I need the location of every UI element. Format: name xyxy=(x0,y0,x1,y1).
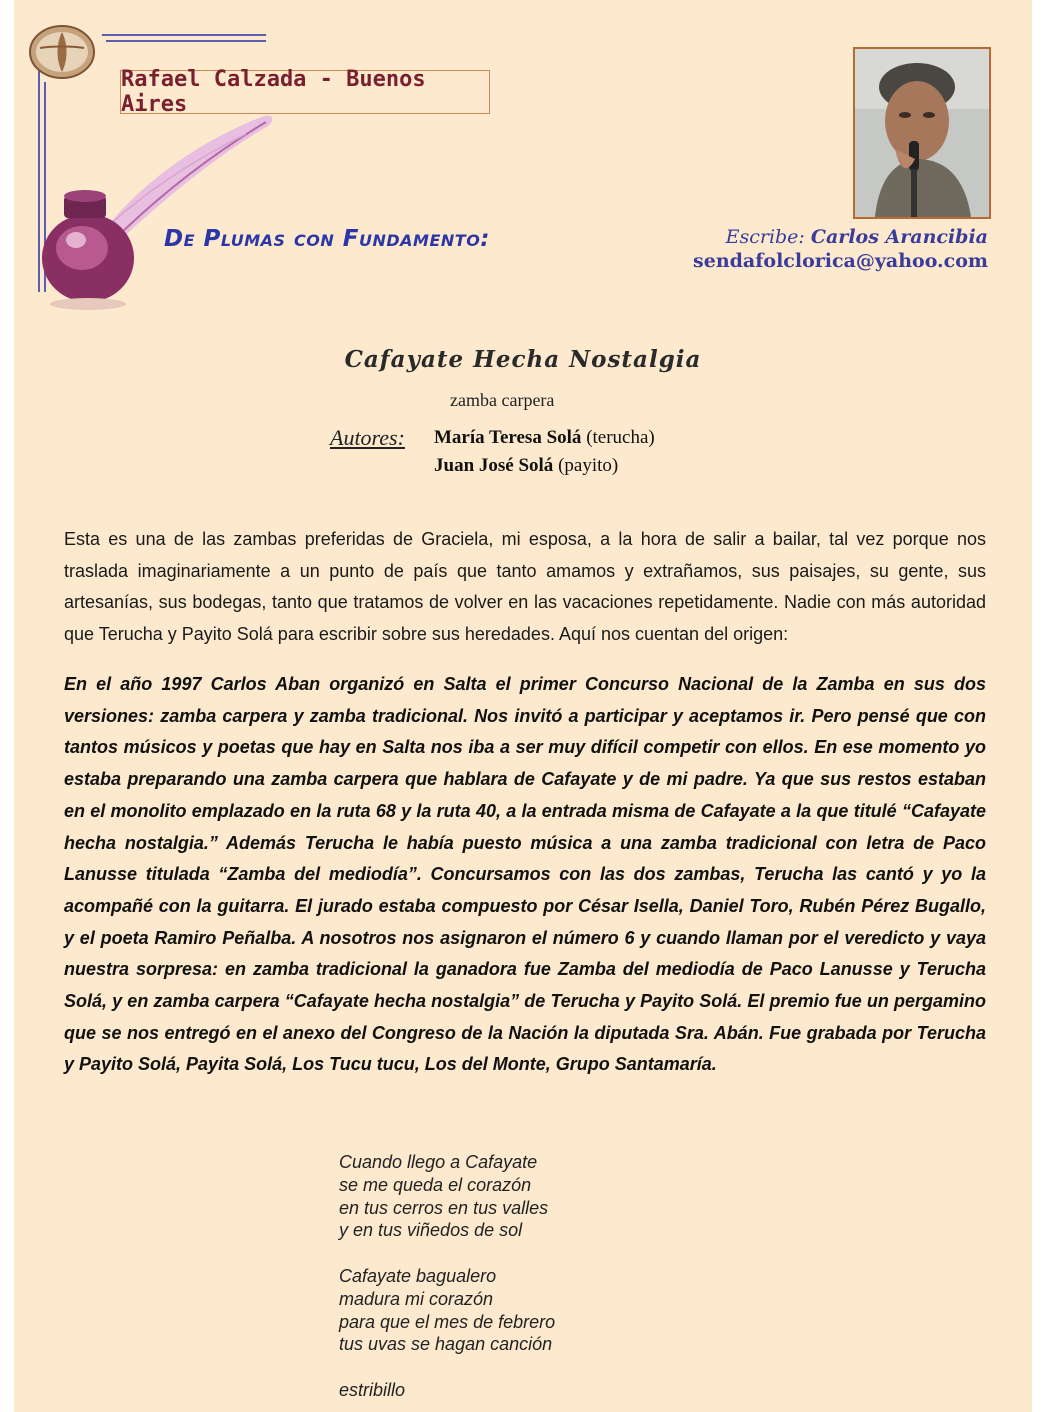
location-box xyxy=(120,67,490,117)
lyrics-line: madura mi corazón xyxy=(339,1288,494,1309)
location-text: Rafael Calzada - Buenos Aires xyxy=(121,67,426,117)
lyrics-line: tus uvas se hagan canción xyxy=(339,1334,553,1355)
lyrics-line: en tus cerros en tus valles xyxy=(339,1197,549,1218)
author-1-nickname: (terucha) xyxy=(586,427,655,448)
byline-author-name: Carlos Arancibia xyxy=(810,226,988,248)
page xyxy=(14,0,1032,1412)
story-paragraph: En el año 1997 Carlos Aban organizó en Salta el primer Concurso Nacional de la Zamba en sus dos versiones: zamba carpera y zamba tradicional. Nos invitó a participar y aceptamos ir. Pero pensé que con tantos músicos y poetas que hay en Salta nos iba a ser muy difícil competir con ellos. En ese momento yo estaba preparando una zamba carpera que hablara de Cafayate y de mi padre. Ya que sus restos estaban en el monolito emplazado en la ruta 68 y la ruta 40, a la entrada misma de Cafayate a la que titulé “Cafayate hecha nostalgia.” Además Terucha le había puesto música a una zamba tradicional con letra de Paco Lanusse titulada “Zamba del mediodía”. Concursamos con las dos zambas, Terucha las cantó y yo la acompañé con la guitarra. El jurado estaba compuesto por César Isella, Daniel Toro, Rubén Pérez Bugallo, y el poeta Ramiro Peñalba. A nosotros nos asignaron el número 6 y cuando llaman por el veredicto y vaya nuestra sorpresa: en zamba tradicional la ganadora fue Zamba del mediodía de Paco Lanusse y Terucha Solá, y en zamba carpera “Cafayate hecha nostalgia” de Terucha y Payito Solá. El premio fue un pergamino que se nos entregó en el anexo del Congreso de la Nación la diputada Sra. Abán. Fue grabada por Terucha y Payito Solá, Payita Solá, Los Tucu tucu, Los del Monte, Grupo Santamaría. xyxy=(64,674,986,1075)
lyrics-refrain-label: estribillo xyxy=(339,1379,406,1400)
lyrics-line: para que el mes de febrero xyxy=(339,1311,556,1332)
author-photo-image xyxy=(855,49,989,217)
lyrics-line: se me queda el corazón xyxy=(339,1174,532,1195)
byline xyxy=(693,226,988,272)
authors-label: Autores: xyxy=(330,425,405,450)
author-email[interactable]: sendafolclorica@yahoo.com xyxy=(693,250,988,272)
byline-prefix: Escribe: xyxy=(725,226,805,248)
lyrics-line: Cuando llego a Cafayate xyxy=(339,1152,538,1172)
author-line-2 xyxy=(434,455,618,477)
column-title: De Plumas con Fundamento: xyxy=(164,226,490,252)
frame-line-top-inner xyxy=(106,40,266,42)
lyrics xyxy=(339,1151,555,1402)
author-1-name: María Teresa Solá xyxy=(434,427,582,448)
seed-ornament-icon xyxy=(26,18,98,82)
inkpot-quill-icon xyxy=(36,108,296,318)
intro-paragraph: Esta es una de las zambas preferidas de Graciela, mi esposa, a la hora de salir a bailar, tal vez porque nos traslada imaginariamente a un punto de país que tanto amamos y extrañamos, sus paisajes, su gente, sus artesanías, sus bodegas, tanto que tratamos de volver en las vacaciones repetidamente. Nadie con más autoridad que Terucha y Payito Solá para escribir sobre sus heredades. Aquí nos cuentan del origen: xyxy=(64,529,986,645)
lyrics-line: y en tus viñedos de sol xyxy=(339,1220,523,1241)
author-line-1 xyxy=(434,427,655,449)
frame-line-top-outer xyxy=(102,34,266,36)
author-2-name: Juan José Solá xyxy=(434,455,554,476)
lyrics-stanza-2 xyxy=(339,1265,555,1356)
author-photo xyxy=(853,47,991,219)
lyrics-stanza-1 xyxy=(339,1151,555,1242)
lyrics-line: Cafayate bagualero xyxy=(339,1265,497,1286)
byline-author-line xyxy=(693,226,988,248)
song-title: Cafayate Hecha Nostalgia xyxy=(344,346,702,373)
author-2-nickname: (payito) xyxy=(558,455,619,476)
song-genre: zamba carpera xyxy=(450,390,555,410)
